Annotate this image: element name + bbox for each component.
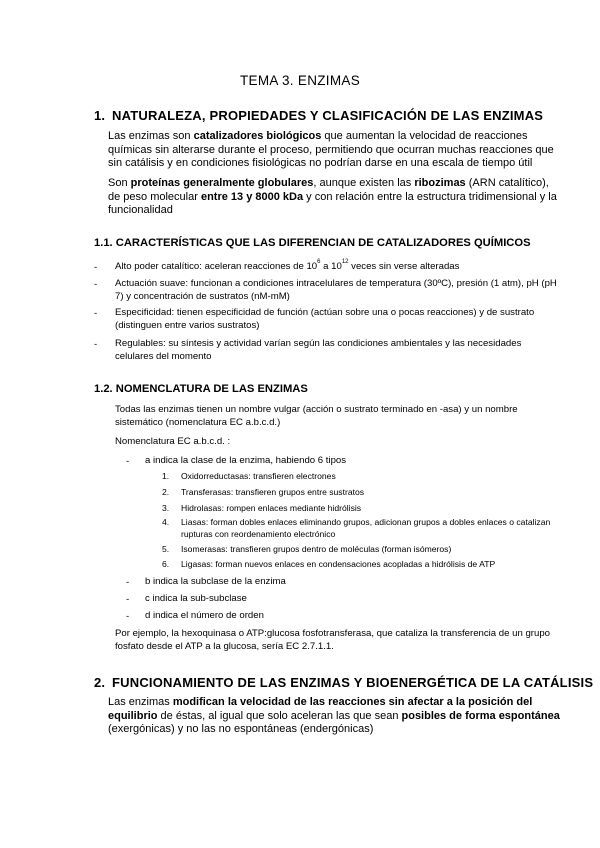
class-number: 5. bbox=[162, 544, 170, 554]
text: (exergónicas) y no las no espontáneas (endergónicas) bbox=[108, 723, 374, 736]
class-number: 2. bbox=[162, 487, 170, 497]
class-number: 6. bbox=[162, 559, 170, 569]
text: , aunque existen las bbox=[313, 177, 415, 189]
class-description: Oxidorreductasas: transfieren electrones bbox=[181, 471, 336, 481]
bullet-dash: - bbox=[126, 594, 130, 605]
document-title: TEMA 3. ENZIMAS bbox=[239, 73, 361, 88]
class-description: Liasas: forman dobles enlaces eliminando grupos, adicionan grupos a dobles enlaces o catalizan rupturas con reordenamiento electrónico bbox=[181, 517, 551, 539]
section-2-number: 2. bbox=[94, 675, 106, 690]
class-number: 1. bbox=[162, 471, 170, 481]
text: Son bbox=[108, 177, 131, 189]
bullet-dash: - bbox=[126, 577, 130, 588]
text: veces sin verse alteradas bbox=[348, 261, 460, 272]
ec-d-description: d indica el número de orden bbox=[145, 610, 264, 621]
section-1-heading bbox=[94, 108, 543, 123]
ec-b-description: b indica la subclase de la enzima bbox=[145, 576, 286, 587]
nomenclature-paragraph: Todas las enzimas tienen un nombre vulgar (acción o sustrato terminado en -asa) y un nombre sistemático (nomenclatura EC a.b.c.d.) bbox=[115, 404, 518, 428]
class-number: 4. bbox=[162, 517, 170, 527]
text: a 10 bbox=[320, 261, 342, 272]
exponent: 6 bbox=[317, 259, 321, 265]
class-number: 3. bbox=[162, 503, 170, 513]
bold-text: modifican la velocidad de las reacciones sin afectar a la posición del equilibrio bbox=[108, 696, 533, 722]
characteristic-item: Regulables: su síntesis y actividad varían según las condiciones ambientales y las necesidades celulares del momento bbox=[115, 338, 522, 362]
bold-text: posibles de forma espontánea bbox=[401, 709, 560, 722]
exponent: 12 bbox=[341, 259, 349, 265]
text: y con relación entre la estructura tridimensional y la funcionalidad bbox=[108, 190, 557, 217]
class-description: Transferasas: transfieren grupos entre sustratos bbox=[181, 487, 365, 497]
ec-c-description: c indica la sub-subclase bbox=[145, 593, 247, 604]
section-2-title: FUNCIONAMIENTO DE LAS ENZIMAS Y BIOENERGÉTICA DE LA CATÁLISIS bbox=[112, 675, 594, 690]
section-1-paragraph-2 bbox=[108, 177, 560, 218]
section-1-1-heading: 1.1. CARACTERÍSTICAS QUE LAS DIFERENCIAN DE CATALIZADORES QUÍMICOS bbox=[94, 237, 531, 249]
class-description: Hidrolasas: rompen enlaces mediante hidrólisis bbox=[181, 503, 362, 513]
section-1-2-heading: 1.2. NOMENCLATURA DE LAS ENZIMAS bbox=[94, 383, 308, 395]
characteristic-item: Actuación suave: funcionan a condiciones intracelulares de temperatura (30ºC), presión (1 atm), pH (pH 7) y concentración de sustratos (nM-mM) bbox=[115, 278, 557, 302]
bullet-dash: - bbox=[94, 262, 98, 273]
text: que aumentan la velocidad de reacciones químicas sin alterarse durante el proceso, permitiendo que ocurran muchas reacciones que sin catálisis y en condiciones fisiológicas no podrían darse en una escala de tiempo útil bbox=[108, 130, 554, 170]
bullet-dash: - bbox=[94, 308, 98, 319]
bold-text: proteínas generalmente globulares bbox=[130, 177, 314, 189]
bullet-dash: - bbox=[126, 611, 130, 622]
nomenclature-label: Nomenclatura EC a.b.c.d. : bbox=[115, 436, 231, 447]
section-2-heading bbox=[94, 675, 593, 690]
text: de éstas, al igual que solo aceleran las que sean bbox=[157, 709, 402, 722]
section-2-paragraph bbox=[108, 696, 560, 737]
section-1-number: 1. bbox=[94, 108, 106, 123]
class-description: Isomerasas: transfieren grupos dentro de moléculas (forman isómeros) bbox=[181, 544, 452, 554]
text: Las enzimas bbox=[108, 696, 173, 708]
section-1-paragraph-1 bbox=[108, 130, 560, 171]
bullet-dash: - bbox=[94, 339, 98, 350]
bold-text: entre 13 y 8000 kDa bbox=[200, 190, 304, 203]
example-paragraph: Por ejemplo, la hexoquinasa o ATP:glucosa fosfotransferasa, que cataliza la transferencia de un grupo fosfato desde el ATP a la glucosa, sería EC 2.7.1.1. bbox=[115, 628, 551, 652]
bullet-dash: - bbox=[126, 456, 130, 467]
characteristic-item bbox=[115, 261, 560, 274]
bullet-dash: - bbox=[94, 279, 98, 290]
ec-a-description: a indica la clase de la enzima, habiendo 6 tipos bbox=[145, 455, 347, 466]
section-1-title: NATURALEZA, PROPIEDADES Y CLASIFICACIÓN DE LAS ENZIMAS bbox=[112, 108, 544, 123]
text: (ARN catalítico), de peso molecular bbox=[108, 177, 549, 203]
text: Las enzimas son bbox=[108, 130, 194, 142]
class-description: Ligasas: forman nuevos enlaces en condensaciones acopladas a hidrólisis de ATP bbox=[181, 559, 496, 569]
text: Alto poder catalítico: aceleran reacciones de 10 bbox=[115, 261, 318, 272]
bold-text: ribozimas bbox=[414, 177, 466, 189]
characteristic-item: Especificidad: tienen especificidad de función (actúan sobre una o pocas reacciones) y de sustrato (distinguen entre varios sustratos) bbox=[115, 307, 535, 331]
bold-text: catalizadores biológicos bbox=[193, 130, 322, 142]
